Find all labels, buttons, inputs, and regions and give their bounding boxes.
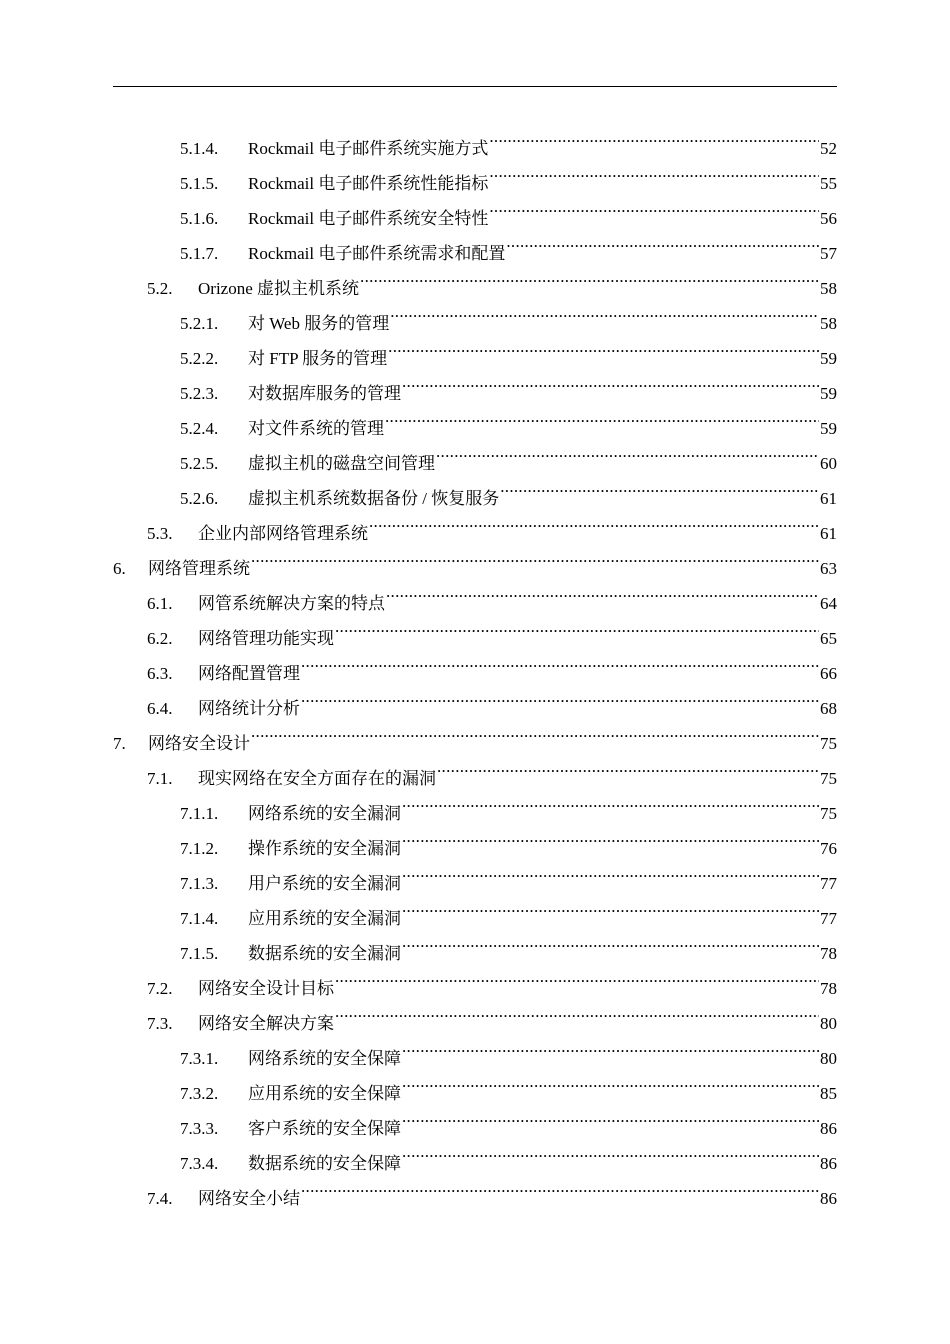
toc-entry-page-number: 80	[820, 1014, 837, 1033]
toc-entry-number: 5.1.6.	[180, 209, 219, 228]
toc-entry-page-number: 65	[820, 629, 837, 648]
toc-entry-number: 5.1.7.	[180, 244, 219, 263]
dot-leader	[506, 224, 819, 259]
toc-entry-title: 应用系统的安全保障	[248, 1084, 401, 1103]
toc-entry-number: 7.	[113, 734, 126, 753]
toc-entry-title: 对 Web 服务的管理	[248, 314, 390, 333]
dot-leader	[489, 189, 819, 224]
dot-leader	[388, 329, 819, 364]
toc-entry-title: Rockmail 电子邮件系统实施方式	[248, 139, 489, 158]
toc-entry-page-number: 63	[820, 559, 837, 578]
dot-leader	[402, 1029, 819, 1064]
dot-leader	[251, 714, 819, 749]
toc-entry-title: 对 FTP 服务的管理	[248, 349, 388, 368]
toc-entry-page-number: 66	[820, 664, 837, 683]
toc-entry-page-number: 56	[820, 209, 837, 228]
toc-entry-title: Rockmail 电子邮件系统需求和配置	[248, 244, 506, 263]
toc-entry-number: 7.3.1.	[180, 1049, 219, 1068]
toc-entry-title: 现实网络在安全方面存在的漏洞	[198, 769, 436, 788]
dot-leader	[386, 574, 819, 609]
dot-leader	[402, 1134, 819, 1169]
toc-entry-title: 网络系统的安全漏洞	[248, 804, 401, 823]
toc-entry-number: 7.3.4.	[180, 1154, 219, 1173]
dot-leader	[301, 644, 819, 679]
toc-entry-page-number: 59	[820, 349, 837, 368]
dot-leader	[301, 1169, 819, 1204]
toc-entry-number: 5.1.5.	[180, 174, 219, 193]
toc-entry-number: 5.2.	[147, 279, 173, 298]
toc-entry-number: 7.1.5.	[180, 944, 219, 963]
toc-entry-page-number: 78	[820, 944, 837, 963]
toc-entry-number: 7.1.2.	[180, 839, 219, 858]
dot-leader	[402, 889, 819, 924]
toc-entry-page-number: 61	[820, 489, 837, 508]
toc-entry-page-number: 80	[820, 1049, 837, 1068]
table-of-contents	[113, 119, 837, 1208]
toc-entry-page-number: 52	[820, 139, 837, 158]
toc-entry-number: 7.4.	[147, 1189, 173, 1208]
dot-leader	[402, 1064, 819, 1099]
toc-entry-title: 对文件系统的管理	[248, 419, 384, 438]
toc-entry-title: 用户系统的安全漏洞	[248, 874, 401, 893]
toc-entry-title: 对数据库服务的管理	[248, 384, 401, 403]
dot-leader	[335, 609, 819, 644]
toc-entry-title: 网络统计分析	[198, 699, 300, 718]
toc-entry-title: 网络安全小结	[198, 1189, 300, 1208]
toc-entry-number: 7.2.	[147, 979, 173, 998]
toc-entry-page-number: 61	[820, 524, 837, 543]
dot-leader	[335, 994, 819, 1029]
toc-entry-title: Rockmail 电子邮件系统性能指标	[248, 174, 489, 193]
toc-entry-number: 7.3.	[147, 1014, 173, 1033]
dot-leader	[385, 399, 819, 434]
toc-entry-title: 网络管理功能实现	[198, 629, 334, 648]
toc-entry-title: 网络安全解决方案	[198, 1014, 334, 1033]
toc-entry-title: 数据系统的安全漏洞	[248, 944, 401, 963]
dot-leader	[402, 784, 819, 819]
toc-entry-number: 5.3.	[147, 524, 173, 543]
dot-leader	[402, 1099, 819, 1134]
toc-entry-number: 5.2.6.	[180, 489, 219, 508]
toc-entry-title: 企业内部网络管理系统	[198, 524, 368, 543]
toc-entry-title: Rockmail 电子邮件系统安全特性	[248, 209, 489, 228]
toc-entry[interactable]	[113, 119, 837, 158]
toc-entry-page-number: 78	[820, 979, 837, 998]
toc-entry-page-number: 64	[820, 594, 837, 613]
toc-entry-number: 5.2.4.	[180, 419, 219, 438]
toc-entry-page-number: 59	[820, 384, 837, 403]
toc-entry-page-number: 75	[820, 804, 837, 823]
toc-entry-number: 7.1.3.	[180, 874, 219, 893]
toc-entry-page-number: 75	[820, 769, 837, 788]
dot-leader	[402, 819, 819, 854]
toc-entry-title: 虚拟主机的磁盘空间管理	[248, 454, 435, 473]
dot-leader	[489, 119, 819, 154]
toc-entry-number: 7.1.	[147, 769, 173, 788]
dot-leader	[489, 154, 819, 189]
toc-entry-title: 网管系统解决方案的特点	[198, 594, 385, 613]
toc-entry-number: 6.	[113, 559, 126, 578]
toc-entry-title: 应用系统的安全漏洞	[248, 909, 401, 928]
toc-entry-page-number: 86	[820, 1189, 837, 1208]
dot-leader	[402, 854, 819, 889]
toc-entry-number: 5.2.3.	[180, 384, 219, 403]
toc-entry-number: 6.1.	[147, 594, 173, 613]
toc-entry-page-number: 58	[820, 279, 837, 298]
dot-leader	[335, 959, 819, 994]
toc-entry-page-number: 57	[820, 244, 837, 263]
toc-entry-page-number: 77	[820, 909, 837, 928]
dot-leader	[436, 434, 819, 469]
toc-entry-number: 7.1.4.	[180, 909, 219, 928]
dot-leader	[251, 539, 819, 574]
toc-entry-number: 6.2.	[147, 629, 173, 648]
toc-entry-title: 网络安全设计目标	[198, 979, 334, 998]
dot-leader	[402, 924, 819, 959]
toc-entry-title: 网络管理系统	[148, 559, 250, 578]
toc-entry-title: 客户系统的安全保障	[248, 1119, 401, 1138]
toc-entry-page-number: 86	[820, 1154, 837, 1173]
toc-entry-number: 7.3.3.	[180, 1119, 219, 1138]
toc-entry-number: 5.1.4.	[180, 139, 219, 158]
toc-entry-title: Orizone 虚拟主机系统	[198, 279, 360, 298]
toc-entry-page-number: 77	[820, 874, 837, 893]
dot-leader	[500, 469, 819, 504]
toc-entry-number: 7.1.1.	[180, 804, 219, 823]
toc-entry-page-number: 86	[820, 1119, 837, 1138]
dot-leader	[437, 749, 819, 784]
toc-entry-number: 5.2.1.	[180, 314, 219, 333]
header-rule	[113, 86, 837, 87]
toc-entry-number: 5.2.2.	[180, 349, 219, 368]
toc-entry-page-number: 60	[820, 454, 837, 473]
toc-entry-number: 6.3.	[147, 664, 173, 683]
toc-entry-title: 虚拟主机系统数据备份 / 恢复服务	[248, 489, 500, 508]
dot-leader	[390, 294, 819, 329]
toc-entry-number: 6.4.	[147, 699, 173, 718]
toc-entry-number: 7.3.2.	[180, 1084, 219, 1103]
dot-leader	[402, 364, 819, 399]
toc-entry-page-number: 59	[820, 419, 837, 438]
toc-entry-page-number: 58	[820, 314, 837, 333]
toc-entry-page-number: 75	[820, 734, 837, 753]
toc-entry-page-number: 55	[820, 174, 837, 193]
toc-entry-page-number: 76	[820, 839, 837, 858]
toc-entry-title: 网络安全设计	[148, 734, 250, 753]
toc-entry-title: 网络配置管理	[198, 664, 300, 683]
toc-entry-title: 操作系统的安全漏洞	[248, 839, 401, 858]
dot-leader	[301, 679, 819, 714]
toc-entry-number: 5.2.5.	[180, 454, 219, 473]
dot-leader	[369, 504, 819, 539]
toc-entry-page-number: 68	[820, 699, 837, 718]
toc-entry-title: 网络系统的安全保障	[248, 1049, 401, 1068]
toc-entry-page-number: 85	[820, 1084, 837, 1103]
toc-entry-title: 数据系统的安全保障	[248, 1154, 401, 1173]
dot-leader	[360, 259, 819, 294]
